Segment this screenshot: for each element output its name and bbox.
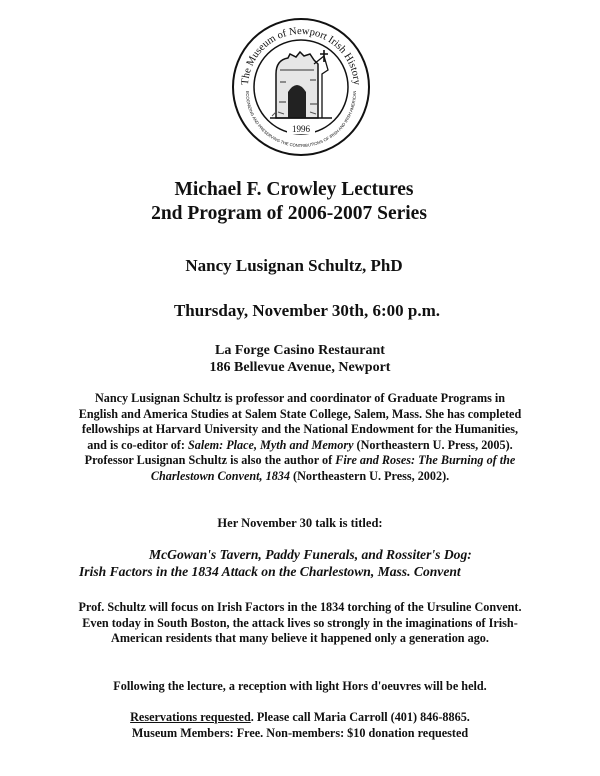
bio-text-2: (Northeastern U. Press, 2005). Professor Lusignan Schultz is also the author of (84, 437, 513, 468)
book-title-2: Fire and Roses: The Burning of the Charlestown Convent, 1834 (150, 453, 516, 483)
seal-graphic (226, 12, 376, 162)
talk-description: Prof. Schultz will focus on Irish Factors in the 1834 torching of the Ursuline Convent. Even today in South Boston, the attack lives so strongly in the imaginations of Irish-American residents that many believe it happened only a generation ago. (78, 600, 522, 646)
speaker-name: Nancy Lusignan Schultz, PhD (185, 256, 403, 275)
speaker-bio (76, 391, 524, 485)
event-datetime: Thursday, November 30th, 6:00 p.m. (173, 301, 441, 320)
book-title-1: Salem: Place, Myth and Memory (187, 437, 354, 452)
header (0, 178, 600, 226)
venue (0, 342, 600, 376)
seal-ring-text: The Museum of Newport Irish History (239, 25, 363, 86)
seal-year: 1996 (292, 124, 310, 134)
talk-title-line-2: Irish Factors in the 1834 Attack on the Charlestown, Mass. Convent (79, 564, 461, 579)
bio-text-1: Nancy Lusignan Schultz is professor and coordinator of Graduate Programs in English and America Studies at Salem State College, Salem, Mass. She has completed fellowships at Harvard University and the National Endowment for the Humanities, and is co-editor of: (78, 391, 522, 452)
bio-text-3: (Northeastern U. Press, 2002). (289, 468, 450, 483)
program-subtitle: 2nd Program of 2006-2007 Series (151, 203, 427, 224)
talk-title-line-1: McGowan's Tavern, Paddy Funerals, and Rossiter's Dog: (149, 547, 472, 562)
seal-inner-text: ECOGNIZING AND PRESERVING THE CONTRIBUTIONS OF IRISH AND IRISH AMERICAN (244, 90, 358, 149)
reservations-contact: . Please call Maria Carroll (401) 846-8865. (250, 710, 470, 724)
venue-name: La Forge Casino Restaurant (215, 343, 385, 358)
castle-ruin-icon (270, 50, 332, 118)
reservations-label: Reservations requested (130, 710, 251, 724)
reception-note: Following the lecture, a reception with light Hors d'oeuvres will be held. (113, 679, 487, 693)
reservations-line (0, 710, 600, 726)
venue-address: 186 Bellevue Avenue, Newport (209, 360, 391, 375)
reservations (0, 710, 600, 741)
talk-title (60, 546, 540, 580)
lecture-series-title: Michael F. Crowley Lectures (174, 179, 414, 200)
talk-intro: Her November 30 talk is titled: (217, 516, 383, 530)
museum-seal (226, 12, 376, 162)
pricing-line: Museum Members: Free. Non-members: $10 donation requested (131, 725, 469, 740)
